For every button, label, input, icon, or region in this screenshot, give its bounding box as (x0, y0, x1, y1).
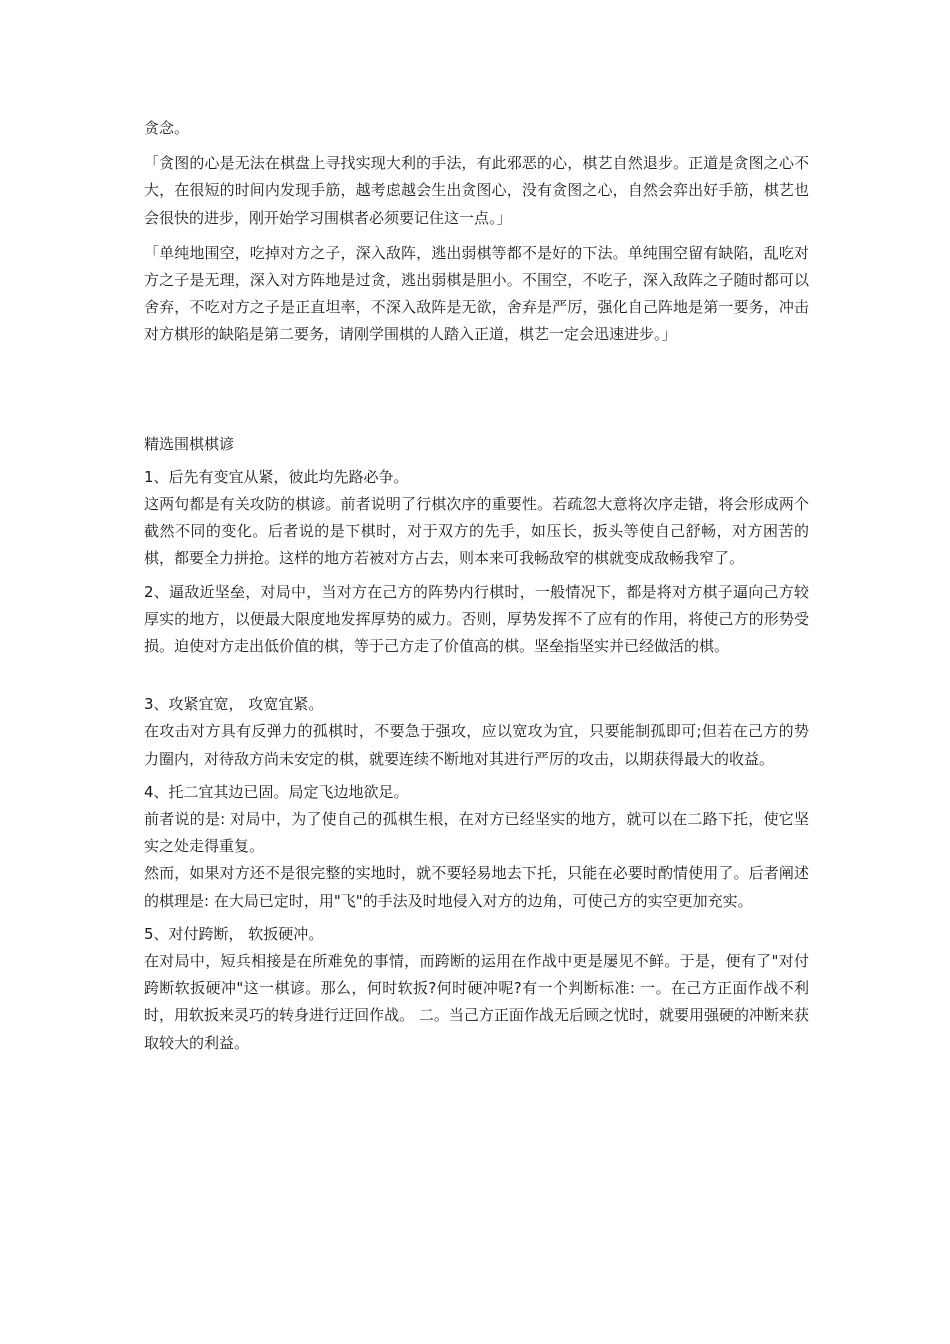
proverb-4-explanation-2: 然而，如果对方还不是很完整的实地时，就不要轻易地去下托，只能在必要时酌情使用了。后者阐述的棋理是: 在大局已定时，用"飞"的手法及时地侵入对方的边角，可使己方的实空更加充实。 (144, 864, 809, 910)
proverb-1-title: 1、后先有变宜从紧，彼此均先路必争。 (144, 467, 409, 486)
proverb-3-title: 3、攻紧宜宽， 攻宽宜紧。 (144, 695, 324, 714)
intro-paragraph-2: 「贪图的心是无法在棋盘上寻找实现大利的手法，有此邪恶的心，棋艺自然退步。正道是贪图之心不大，在很短的时间内发现手筋，越考虑越会生出贪图心，没有贪图之心，自然会弈出好手筋，棋艺也会很快的进步，刚开始学习围棋者必须要记住这一点。」 (144, 154, 809, 227)
section-heading: 精选围棋棋谚 (144, 434, 235, 453)
proverb-3-explanation: 在攻击对方具有反弹力的孤棋时，不要急于强攻，应以宽攻为宜，只要能制孤即可;但若在己方的势力圈内，对待敌方尚未安定的棋，就要连续不断地对其进行严厉的攻击，以期获得最大的收益。 (144, 722, 809, 768)
intro-paragraph-1: 贪念。 (144, 119, 190, 137)
intro-paragraph-3: 「单纯地围空，吃掉对方之子，深入敌阵，逃出弱棋等都不是好的下法。单纯围空留有缺陷，乱吃对方之子是无理，深入对方阵地是过贪，逃出弱棋是胆小。不围空，不吃子，深入敌阵之子随时都可以舍弃，不吃对方之子是正直坦率，不深入敌阵是无欲，舍弃是严厉，强化自己阵地是第一要务，冲击对方棋形的缺陷是第二要务，请刚学围棋的人踏入正道，棋艺一定会迅速进步。」 (144, 243, 809, 344)
proverb-4-title: 4、托二宜其边已固。局定飞边地欲足。 (144, 782, 409, 801)
proverb-4-explanation-1: 前者说的是: 对局中，为了使自己的孤棋生根，在对方已经坚实的地方，就可以在二路下托，使它坚实之处走得重复。 (144, 810, 809, 856)
proverb-2-paragraph: 2、逼敌近坚垒，对局中，当对方在己方的阵势内行棋时，一般情况下，都是将对方棋子逼向己方较厚实的地方，以便最大限度地发挥厚势的威力。否则，厚势发挥不了应有的作用，将使己方的形势受损。迫使对方走出低价值的棋，等于己方走了价值高的棋。坚垒指坚实并已经做活的棋。 (144, 582, 809, 656)
proverb-1-explanation: 这两句都是有关攻防的棋谚。前者说明了行棋次序的重要性。若疏忽大意将次序走错，将会形成两个截然不同的变化。后者说的是下棋时，对于双方的先手，如压长，扳头等使自己舒畅，对方困苦的棋，都要全力拼抢。这样的地方若被对方占去，则本来可我畅敌窄的棋就变成敌畅我窄了。 (144, 495, 809, 568)
document-body (144, 115, 809, 1057)
proverb-5-title: 5、对付跨断， 软扳硬冲。 (144, 924, 324, 943)
proverb-5-explanation: 在对局中，短兵相接是在所难免的事情，而跨断的运用在作战中更是屡见不鲜。于是，便有了"对付跨断软扳硬冲"这一棋谚。那么，何时软扳?何时硬冲呢?有一个判断标准: 一。在己方正面作战不利时，用软扳来灵巧的转身进行迂回作战。 二。当己方正面作战无后顾之忧时，就要用强硬的冲断来获取较大的利益。 (144, 952, 809, 1052)
